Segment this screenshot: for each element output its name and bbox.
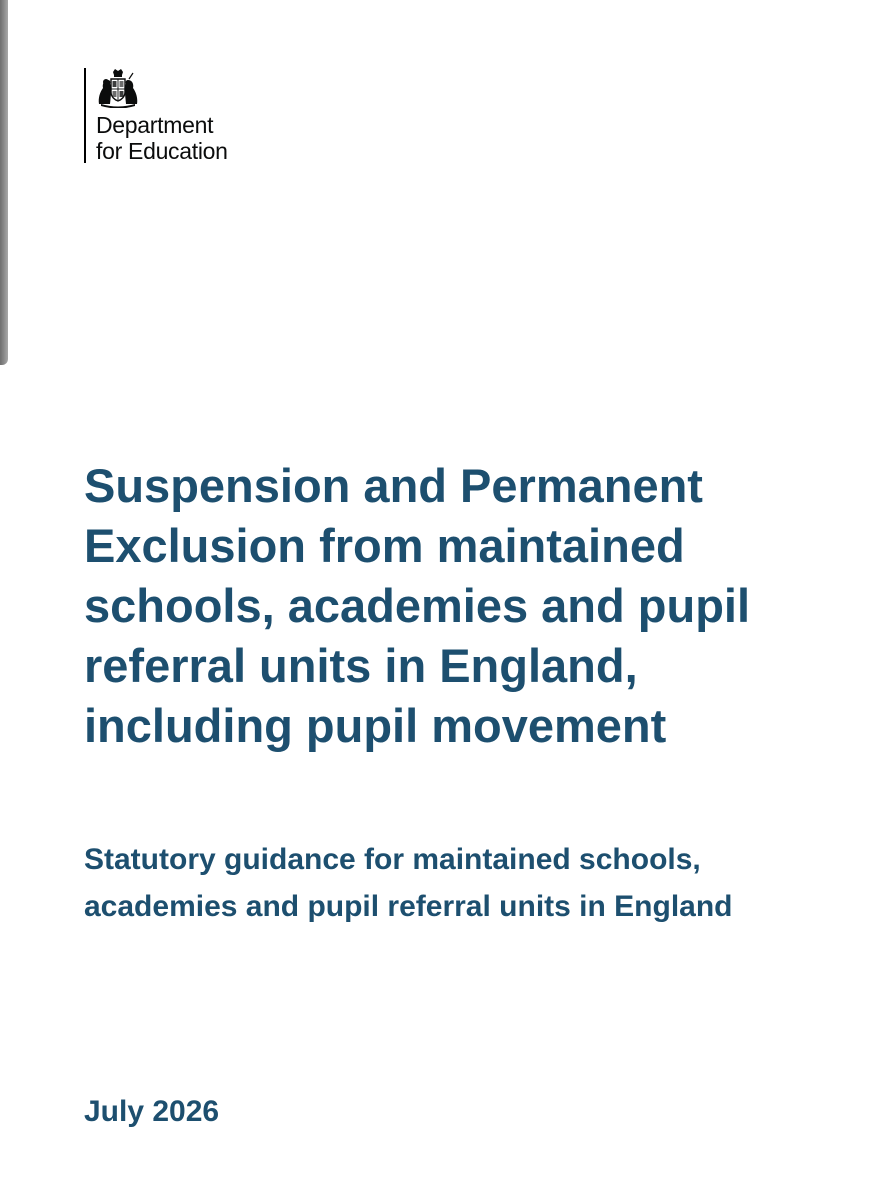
department-name xyxy=(96,112,228,164)
left-edge-shadow xyxy=(0,0,8,365)
logo-body xyxy=(96,68,228,164)
document-title: Suspension and Permanent Exclusion from maintained schools, academies and pupil referral units in England, including pupil movement xyxy=(84,459,751,752)
department-logo xyxy=(84,68,228,164)
department-name-line2: for Education xyxy=(96,138,228,164)
logo-rule xyxy=(84,68,86,163)
publication-date: July 2026 xyxy=(84,1095,220,1128)
document-subtitle: Statutory guidance for maintained schools, academies and pupil referral units in England xyxy=(84,843,733,923)
department-name-line1: Department xyxy=(96,112,214,138)
royal-coat-of-arms-icon xyxy=(96,68,140,108)
